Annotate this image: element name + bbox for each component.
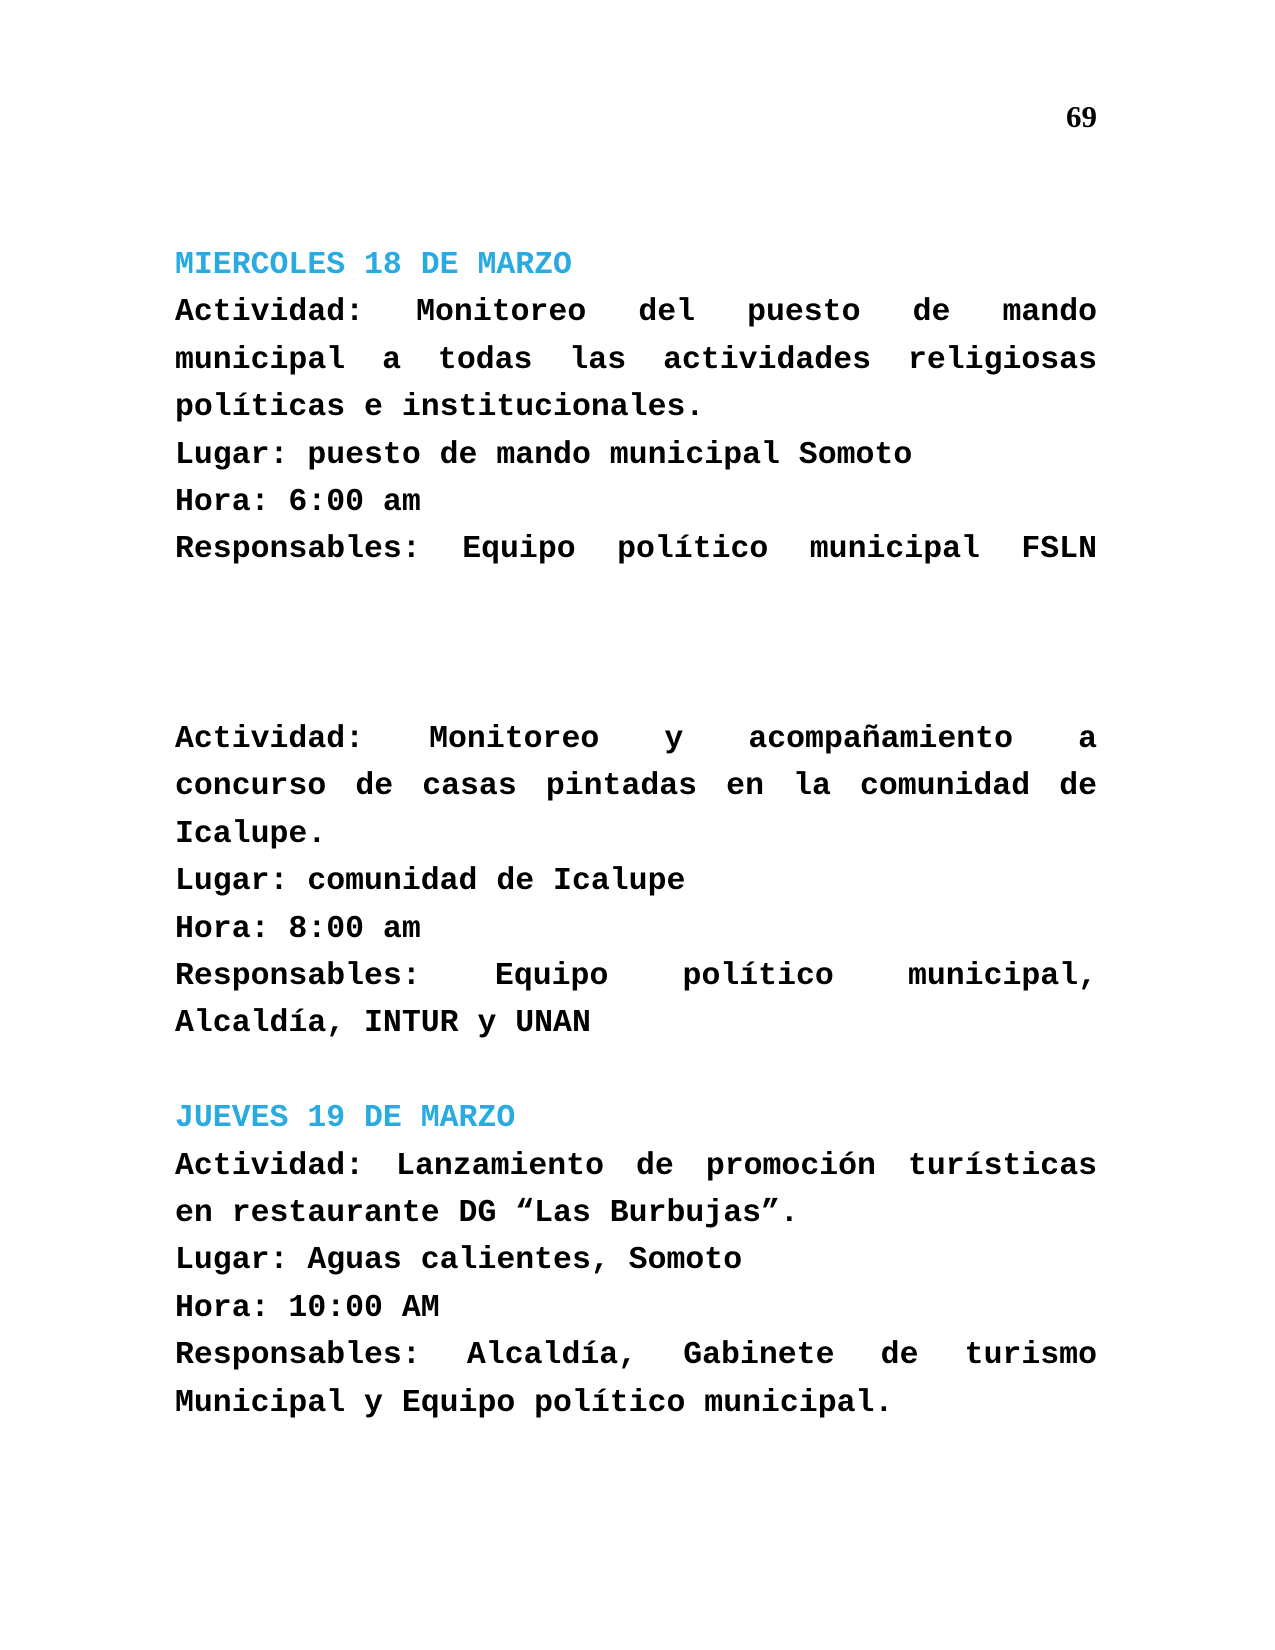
text-line: Alcaldía, INTUR y UNAN	[175, 1006, 591, 1042]
schedule-section	[175, 242, 1097, 1048]
section-heading: MIERCOLES 18 DE MARZO	[175, 248, 572, 283]
text-line: Icalupe.	[175, 816, 327, 852]
event-block	[175, 1143, 1097, 1427]
text-line: Actividad: Monitoreo del puesto de mando	[175, 295, 1097, 331]
text-line: Actividad: Lanzamiento de promoción turísticas	[175, 1148, 1097, 1184]
text-line: Lugar: puesto de mando municipal Somoto	[175, 437, 913, 473]
text-line: Hora: 10:00 AM	[175, 1290, 440, 1326]
text-line: Lugar: comunidad de Icalupe	[175, 864, 686, 900]
text-line: municipal a todas las actividades religiosas	[175, 342, 1097, 378]
text-line: concurso de casas pintadas en la comunidad de	[175, 769, 1097, 805]
text-line: Municipal y Equipo político municipal.	[175, 1385, 894, 1421]
text-line: Responsables: Equipo político municipal FSLN	[175, 532, 1097, 568]
document-content	[175, 242, 1097, 1427]
text-line: en restaurante DG “Las Burbujas”.	[175, 1196, 799, 1232]
page-number: 69	[1066, 99, 1097, 134]
event-block	[175, 289, 1097, 573]
text-line: políticas e institucionales.	[175, 390, 705, 426]
text-line: Responsables: Equipo político municipal,	[175, 959, 1097, 995]
text-line: Actividad: Monitoreo y acompañamiento a	[175, 722, 1097, 758]
text-line: Responsables: Alcaldía, Gabinete de turismo	[175, 1338, 1097, 1374]
schedule-section	[175, 1095, 1097, 1427]
text-line: Hora: 6:00 am	[175, 485, 421, 521]
text-line: Lugar: Aguas calientes, Somoto	[175, 1243, 743, 1279]
text-line: Hora: 8:00 am	[175, 911, 421, 947]
section-heading: JUEVES 19 DE MARZO	[175, 1101, 516, 1137]
event-block	[175, 716, 1097, 1048]
